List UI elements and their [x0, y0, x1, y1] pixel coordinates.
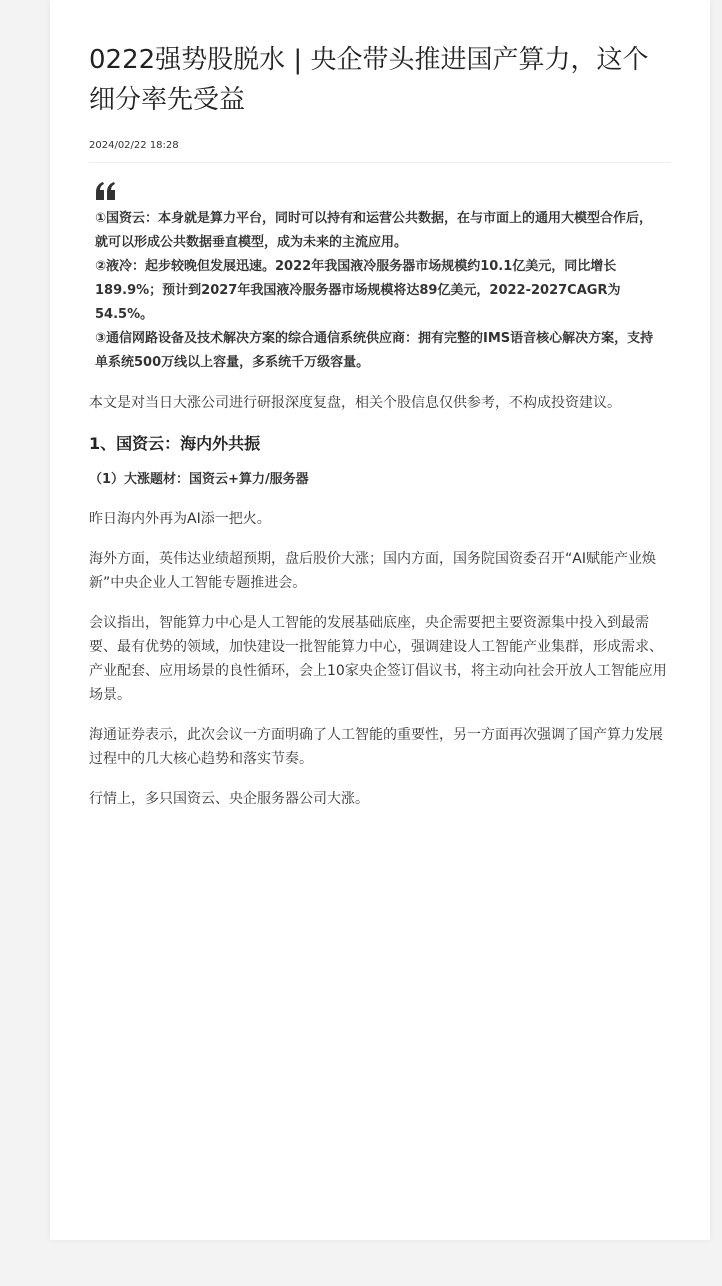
article-title: 0222强势股脱水 | 央企带头推进国产算力，这个细分率先受益: [89, 45, 649, 115]
section-subheading: （1）大涨题材：国资云+算力/服务器: [89, 472, 309, 487]
summary-point-2: ②液冷：起步较晚但发展迅速。2022年我国液冷服务器市场规模约10.1亿美元，同比增长189.9%；预计到2027年我国液冷服务器市场规模将达89亿美元，2022-2027CAGR为54.5%。: [95, 259, 621, 322]
article-content: [89, 40, 671, 811]
summary-point-1: ①国资云：本身就是算力平台，同时可以持有和运营公共数据，在与市面上的通用大模型合作后，就可以形成公共数据垂直模型，成为未来的主流应用。: [95, 211, 653, 250]
paragraph-1: 昨日海内外再为AI添一把火。: [89, 511, 271, 527]
paragraph-4: 海通证券表示，此次会议一方面明确了人工智能的重要性，另一方面再次强调了国产算力发展过程中的几大核心趋势和落实节奏。: [89, 727, 663, 767]
publish-date: 2024/02/22 18:28: [89, 140, 179, 151]
disclaimer-text: 本文是对当日大涨公司进行研报深度复盘，相关个股信息仅供参考，不构成投资建议。: [89, 395, 621, 411]
section-heading: 1、国资云：海内外共振: [89, 434, 261, 453]
paragraph-2: 海外方面，英伟达业绩超预期，盘后股价大涨；国内方面，国务院国资委召开“AI赋能产业焕新”中央企业人工智能专题推进会。: [89, 551, 656, 591]
title-divider: [89, 162, 671, 163]
article-card: [50, 0, 710, 1240]
paragraph-5: 行情上，多只国资云、央企服务器公司大涨。: [89, 791, 369, 807]
summary-point-3: ③通信网路设备及技术解决方案的综合通信系统供应商：拥有完整的IMS语音核心解决方案，支持单系统500万线以上容量，多系统千万级容量。: [95, 331, 654, 370]
quote-open-icon: [95, 181, 117, 201]
paragraph-3: 会议指出，智能算力中心是人工智能的发展基础底座，央企需要把主要资源集中投入到最需要、最有优势的领域，加快建设一批智能算力中心，强调建设人工智能产业集群，形成需求、产业配套、应用场景的良性循环，会上10家央企签订倡议书，将主动向社会开放人工智能应用场景。: [89, 615, 667, 703]
summary-quote: [89, 181, 671, 375]
